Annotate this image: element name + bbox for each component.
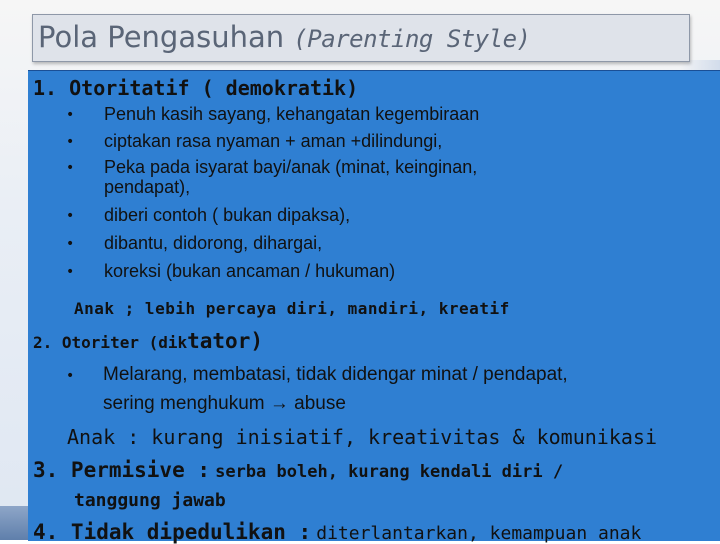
bullet-icon: •: [66, 134, 75, 150]
section-4-text: diterlantarkan, kemampuan anak: [316, 523, 642, 544]
bullet-icon: •: [66, 208, 75, 224]
bullet-icon: •: [66, 160, 75, 176]
bullet-icon: •: [66, 107, 75, 123]
section-1-item: diberi contoh ( bukan dipaksa),: [104, 205, 351, 225]
bullet-icon: •: [66, 368, 75, 384]
section-1-item: Penuh kasih sayang, kehangatan kegembiraan: [104, 104, 480, 124]
section-1-item: koreksi (bukan ancaman / hukuman): [104, 261, 396, 281]
section-2-result: Anak : kurang inisiatif, kreativitas & komunikasi: [67, 425, 658, 449]
section-1-result: Anak ; lebih percaya diri, mandiri, kreatif: [74, 299, 510, 318]
section-3-line: [33, 458, 563, 482]
slide-title: [38, 20, 530, 54]
bullet-icon: •: [66, 264, 75, 280]
section-1-item-continued: pendapat),: [104, 177, 191, 197]
section-2-item-part: abuse: [294, 393, 346, 414]
section-3-heading: 3. Permisive :: [33, 458, 211, 482]
title-main: Pola Pengasuhan: [38, 20, 285, 54]
section-2-heading: [33, 329, 263, 353]
section-3-text-continued: tanggung jawab: [74, 490, 226, 511]
section-4-heading: 4. Tidak dipedulikan :: [33, 520, 312, 544]
section-2-heading-a: 2. Otoriter (dik: [33, 333, 188, 352]
arrow-right-icon: →: [269, 393, 289, 414]
section-2-item: Melarang, membatasi, tidak didengar minat / pendapat,: [103, 364, 568, 385]
section-1-heading: 1. Otoritatif ( demokratik): [33, 76, 359, 100]
section-1-item: ciptakan rasa nyaman + aman +dilindungi,: [104, 131, 443, 151]
section-4-line: [33, 520, 641, 544]
title-subtitle: (Parenting Style): [293, 25, 531, 53]
section-2-heading-b: tator): [187, 329, 263, 353]
bullet-icon: •: [66, 236, 75, 252]
section-1-item: dibantu, didorong, dihargai,: [104, 233, 323, 253]
section-1-item: Peka pada isyarat bayi/anak (minat, keinginan,: [104, 157, 478, 177]
section-2-item-part: sering menghukum: [103, 393, 265, 414]
section-2-item-continued: [103, 393, 346, 415]
section-3-text: serba boleh, kurang kendali diri /: [215, 462, 564, 482]
